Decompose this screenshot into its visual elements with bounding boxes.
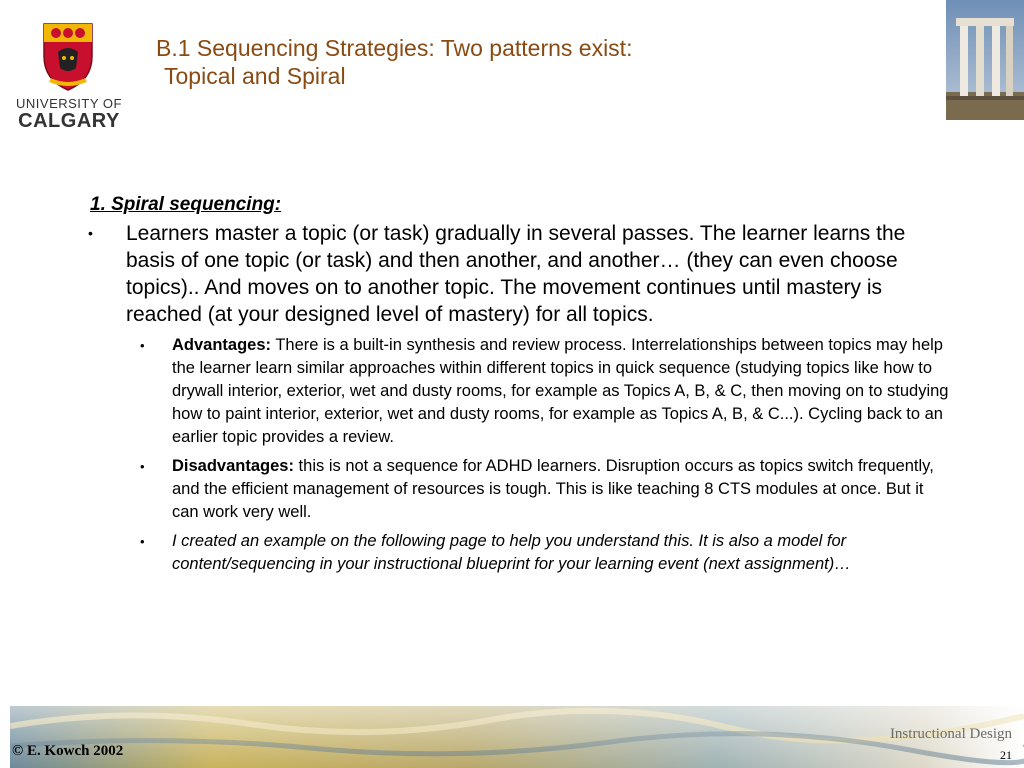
bullet-icon: • (140, 338, 145, 353)
page-number: 21 (1000, 748, 1012, 762)
slide-content (90, 194, 950, 580)
title-line1: B.1 Sequencing Strategies: Two patterns exist: (156, 35, 633, 61)
footer-copyright: © E. Kowch 2002 (12, 743, 124, 759)
footer-decorative-band (10, 706, 1024, 768)
title-line2: Topical and Spiral (164, 63, 346, 89)
section-heading: 1. Spiral sequencing: (90, 194, 282, 215)
bullet-icon: • (88, 225, 93, 241)
sub-bullet-disadvantages (90, 455, 950, 524)
sub-bullet-text: There is a built-in synthesis and review process. Interrelationships between topics may help the learner learn similar approaches within different topics in quick sequence (studying topics like how to drywall interior, exterior, wet and dusty rooms, for example as Topics A, B, & C, then moving on to studying how to paint interior, exterior, wet and dusty rooms, for example as Topics A, B, & C...). Cycling back to an earlier topic provides a review. (172, 336, 949, 446)
sub-bullet-label: Advantages: (172, 336, 272, 354)
sub-bullet-text: this is not a sequence for ADHD learners. Disruption occurs as topics switch frequently, and the efficient management of resources is tough. This is like teaching 8 CTS modules at once. But it can work very well. (172, 457, 934, 521)
university-logo (14, 22, 124, 132)
crest-icon (40, 22, 96, 92)
bullet-icon: • (140, 534, 145, 549)
university-name-line1: UNIVERSITY OF (16, 96, 122, 111)
ruins-photo (946, 0, 1024, 120)
page-title (156, 34, 856, 90)
sub-bullet-advantages (90, 334, 950, 449)
footer-course-name: Instructional Design (889, 726, 1012, 742)
main-bullet (90, 220, 950, 328)
university-name-line2: CALGARY (18, 110, 120, 132)
sub-bullet-example (90, 530, 950, 576)
sub-bullet-text: I created an example on the following page to help you understand this. It is also a model for content/sequencing in your instructional blueprint for your learning event (next assignment)… (172, 532, 851, 573)
sub-bullet-label: Disadvantages: (172, 457, 294, 475)
main-bullet-text: Learners master a topic (or task) gradually in several passes. The learner learns the basis of one topic (or task) and then another, and another… (they can even choose topics).. And moves on to another topic. The movement continues until mastery is reached (at your designed level of mastery) for all topics. (126, 222, 906, 326)
bullet-icon: • (140, 459, 145, 474)
